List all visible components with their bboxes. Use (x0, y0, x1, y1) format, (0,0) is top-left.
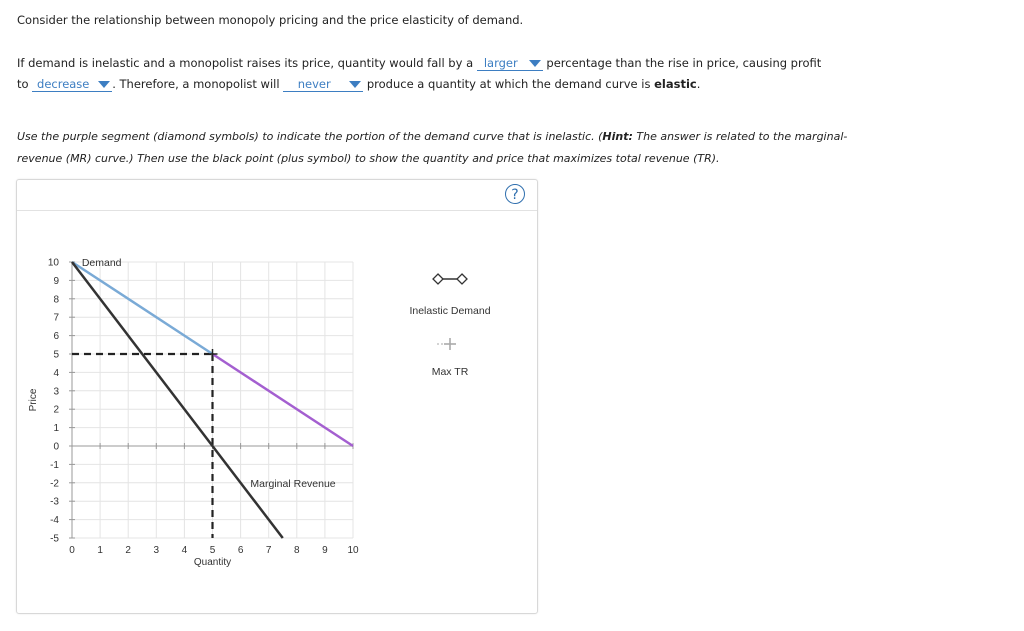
x-axis-title: Quantity (193, 557, 232, 568)
x-tick-label: 6 (237, 545, 244, 556)
max-tr-label: Max TR (431, 366, 469, 378)
x-tick-label: 1 (97, 545, 103, 556)
sentence-3-text-after: produce a quantity at which the demand curve is (363, 77, 655, 91)
fall-amount-dropdown-value: larger (483, 56, 518, 70)
instructions-line-2: revenue (MR) curve.) Then use the black point (plus symbol) to show the quantity and price that maximizes total revenue (TR). (17, 152, 720, 165)
marginal-revenue-label: Marginal Revenue (250, 477, 336, 490)
sentence-1-text-after: percentage than the rise in price, causing profit (542, 56, 822, 70)
y-tick-label: 9 (53, 275, 59, 287)
question-intro: Consider the relationship between monopoly pricing and the price elasticity of demand. (17, 13, 524, 27)
frequency-dropdown-value: never (297, 77, 331, 91)
sentence-2-text-before: to (17, 77, 33, 91)
diamond-icon (457, 274, 467, 284)
x-tick-label: 9 (322, 545, 328, 556)
demand-curve[interactable] (72, 262, 213, 354)
y-tick-label: 3 (53, 386, 59, 398)
sentence-2-text-mid: . Therefore, a monopolist will (112, 77, 284, 91)
x-tick-label: 10 (347, 545, 359, 556)
y-tick-label: 0 (53, 441, 59, 453)
sentence-3-period: . (696, 77, 701, 91)
y-tick-label: 1 (53, 423, 59, 435)
y-tick-label: 8 (53, 294, 59, 306)
tool-palette (409, 274, 490, 378)
inelastic-demand-tool[interactable] (433, 274, 467, 284)
axes (69, 262, 353, 538)
profit-change-dropdown-value: decrease (37, 77, 90, 91)
instructions-line-1b: The answer is related to the marginal- (632, 130, 848, 143)
y-tick-label: -2 (50, 478, 59, 490)
inelastic-demand-segment[interactable] (213, 354, 354, 446)
instructions-line-1a: Use the purple segment (diamond symbols) to indicate the portion of the demand curve that is inelastic. ( (17, 130, 603, 143)
y-tick-label: 5 (53, 349, 59, 361)
y-tick-label: 2 (53, 404, 59, 416)
elastic-bold-word: elastic (654, 77, 697, 91)
y-tick-label: 10 (47, 257, 59, 269)
y-tick-label: -4 (50, 515, 59, 527)
y-tick-label: -1 (50, 459, 59, 471)
y-tick-label: 4 (53, 367, 59, 379)
demand-label: Demand (81, 257, 122, 269)
grid-lines (72, 262, 353, 538)
x-tick-label: 4 (181, 545, 188, 556)
diamond-icon (433, 274, 443, 284)
x-tick-label: 7 (265, 545, 272, 556)
x-tick-label: 2 (125, 545, 131, 556)
x-tick-label: 8 (294, 545, 300, 556)
x-tick-label: 0 (69, 545, 75, 556)
sentence-1-text-before: If demand is inelastic and a monopolist raises its price, quantity would fall by a (17, 56, 477, 70)
inelastic-demand-label: Inelastic Demand (409, 305, 491, 317)
max-tr-tool[interactable] (437, 338, 456, 350)
marginal-revenue-curve[interactable] (72, 262, 283, 538)
y-axis-title: Price (28, 388, 39, 412)
x-tick-label: 5 (209, 545, 216, 556)
tick-labels (28, 258, 359, 569)
x-tick-label: 3 (153, 545, 160, 556)
y-tick-label: -5 (50, 533, 59, 545)
y-tick-label: 6 (53, 331, 59, 343)
y-tick-label: -3 (50, 496, 59, 508)
y-tick-label: 7 (53, 312, 59, 324)
help-label: ? (511, 187, 519, 203)
hint-label: Hint: (602, 130, 633, 143)
